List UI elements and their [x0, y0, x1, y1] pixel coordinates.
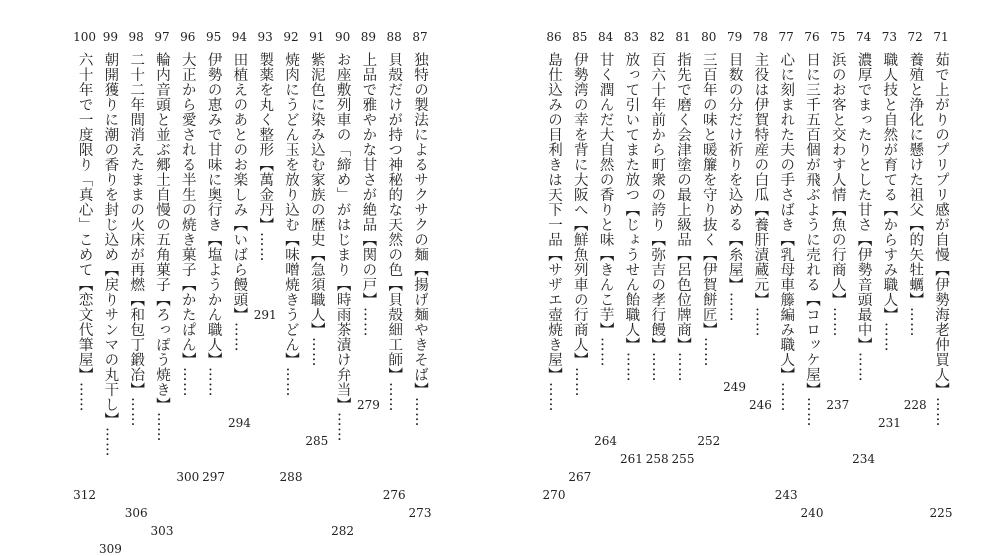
entry-title: 製薬を丸く整形【萬金丹】	[257, 52, 274, 232]
page-number: 249	[723, 380, 747, 394]
entry-title: 朝開獲りに潮の香りを封じ込め【戻りサンマの丸干し】	[102, 52, 119, 427]
page-number: 267	[568, 470, 592, 484]
entry-title: 目数の分だけ祈りを込める【糸屋】	[726, 52, 743, 292]
entry-title-column	[230, 52, 248, 352]
entry-number: 100	[73, 30, 97, 44]
entry-title-column	[179, 52, 197, 397]
entry-title: 茹で上がりのプリプリ感が自慢【伊勢海老仲買人】	[933, 52, 949, 397]
page-number: 228	[903, 398, 927, 412]
entry-number: 98	[128, 30, 144, 44]
entry-number: 95	[205, 30, 222, 44]
leader-dots: ……	[179, 367, 196, 397]
page-number: 225	[929, 506, 953, 520]
entry-title-column	[545, 52, 563, 412]
leader-dots: ……	[623, 352, 640, 382]
page-number: 312	[73, 488, 97, 502]
leader-dots: ……	[675, 352, 691, 382]
entry-title-column	[751, 52, 769, 337]
entry-title: 日に三千五百個が飛ぶように売れる【コロッケ屋】	[804, 52, 820, 397]
leader-dots: ……	[804, 397, 820, 427]
entry-title-column	[829, 52, 847, 337]
entry-title: 上品で雅やかな甘さが絶品【関の戸】	[360, 52, 377, 307]
entry-title: お座敷列車の「締め」がはじまり【時雨茶漬け弁当】	[334, 52, 351, 412]
entry-title-column	[76, 52, 94, 412]
leader-dots: ……	[855, 352, 872, 382]
entry-number: 99	[102, 30, 119, 44]
entry-title-column	[622, 52, 640, 382]
entry-title: 三百年の味と暖簾を守り抜く【伊賀餅匠】	[700, 52, 717, 337]
entry-number: 96	[180, 30, 196, 44]
leader-dots: ……	[907, 307, 924, 337]
entry-number: 92	[283, 30, 299, 44]
entry-number: 74	[855, 30, 872, 44]
entry-number: 97	[154, 30, 170, 44]
entry-title-column	[726, 52, 744, 322]
page-number: 285	[305, 434, 329, 448]
entry-title-column	[411, 52, 429, 427]
entry-number: 89	[360, 30, 377, 44]
entry-number: 71	[933, 30, 949, 44]
entry-title-column	[597, 52, 615, 367]
entry-number: 93	[257, 30, 273, 44]
entry-title: 指先で磨く会津塗の最上級品【呂色位牌商】	[675, 52, 691, 352]
leader-dots: ……	[649, 352, 666, 382]
page-number: 273	[408, 506, 432, 520]
entry-number: 84	[597, 30, 614, 44]
entry-number: 79	[726, 30, 743, 44]
entry-title-column	[334, 52, 352, 442]
page-number: 300	[176, 470, 200, 484]
page-number: 258	[645, 452, 669, 466]
entry-title: 大正から愛される半生の焼き菓子【かたぱん】	[179, 52, 196, 367]
entry-title-column	[282, 52, 300, 397]
entry-number: 76	[804, 30, 820, 44]
page-number: 261	[619, 452, 643, 466]
leader-dots: ……	[308, 337, 325, 367]
entry-title-column	[153, 52, 171, 442]
entry-title: 百六十年前から町衆の誇り【弥吉の孝行饅】	[649, 52, 666, 352]
entry-title: 六十年で一度限り「真心」こめて【恋文代筆屋】	[76, 52, 93, 382]
leader-dots: ……	[283, 367, 299, 397]
entry-title-column	[256, 52, 274, 262]
entry-number: 85	[572, 30, 588, 44]
entry-title: 焼肉にうどん玉を放り込む【味噌焼きうどん】	[283, 52, 299, 367]
page-number: 234	[852, 452, 876, 466]
page-number: 282	[331, 524, 355, 538]
page-number: 264	[594, 434, 618, 448]
page-number: 246	[748, 398, 772, 412]
leader-dots: ……	[933, 397, 949, 427]
entry-number: 87	[412, 30, 428, 44]
entry-title: 甘く潤んだ大自然の香りと味【きんこ芋】	[597, 52, 614, 337]
entry-title: 二十二年間消えたままの火床が再燃【和包丁鍛冶】	[128, 52, 145, 397]
entry-title: 浜のお客と交わす人情【魚の行商人】	[829, 52, 846, 307]
entry-title-column	[777, 52, 795, 412]
entry-title: 紫泥色に染み込む家族の歴史【急須職人】	[308, 52, 325, 337]
entry-number: 82	[649, 30, 665, 44]
entry-title-column	[571, 52, 589, 397]
entry-title: 職人技と自然が育てる【からすみ職人】	[881, 52, 898, 322]
entry-title: 田植えのあとのお楽しみ【いばら饅頭】	[231, 52, 248, 322]
page-number: 231	[877, 416, 901, 430]
page-number: 303	[150, 524, 174, 538]
page-number: 297	[202, 470, 226, 484]
entry-title: 輪内音頭と並ぶ郷土自慢の五角菓子【ろっぽう焼き】	[154, 52, 170, 412]
leader-dots: ……	[546, 382, 562, 412]
page-number: 255	[671, 452, 695, 466]
entry-title-column	[700, 52, 718, 367]
page-number: 237	[826, 398, 850, 412]
entry-number: 94	[231, 30, 248, 44]
leader-dots: ……	[231, 322, 248, 352]
page-number: 288	[279, 470, 303, 484]
leader-dots: ……	[154, 412, 170, 442]
entry-number: 72	[907, 30, 923, 44]
entry-title-column	[359, 52, 377, 337]
page-number: 294	[227, 416, 251, 430]
entry-title-column	[880, 52, 898, 352]
leader-dots: ……	[571, 367, 588, 397]
entry-title-column	[308, 52, 326, 367]
entry-number: 77	[778, 30, 794, 44]
page-number: 309	[98, 542, 122, 556]
leader-dots: ……	[257, 232, 274, 262]
entry-title: 放って引いてまた放つ【じょうせん飴職人】	[623, 52, 640, 352]
entry-title-column	[906, 52, 924, 337]
page-number: 276	[382, 488, 406, 502]
entry-title: 伊勢湾の幸を背に大阪へ【鮮魚列車の行商人】	[571, 52, 588, 367]
leader-dots: ……	[76, 382, 93, 412]
leader-dots: ……	[412, 397, 428, 427]
page-number: 252	[697, 434, 721, 448]
entry-title: 独特の製法によるサクサクの麺【揚げ麺やきそば】	[412, 52, 428, 397]
page-number: 306	[124, 506, 148, 520]
entry-title-column	[932, 52, 950, 427]
entry-number: 73	[881, 30, 898, 44]
entry-title: 伊勢の恵みで甘味に奥行き【塩ようかん職人】	[205, 52, 222, 367]
entry-title-column	[205, 52, 223, 397]
entry-title-column	[385, 52, 403, 412]
entry-number: 86	[546, 30, 562, 44]
entry-title: 心に刻まれた夫の手さばき【乳母車籐編み職人】	[778, 52, 795, 382]
entry-number: 90	[334, 30, 351, 44]
leader-dots: ……	[205, 367, 222, 397]
leader-dots: ……	[881, 322, 898, 352]
entry-title: 濃厚でまったりとした甘さ【伊勢音頭最中】	[855, 52, 872, 352]
entry-title: 島仕込みの目利きは天下一品【サザエ壺焼き屋】	[546, 52, 562, 382]
page-number: 240	[800, 506, 824, 520]
entry-title-column	[855, 52, 873, 382]
leader-dots: ……	[102, 427, 119, 457]
entry-title-column	[674, 52, 692, 382]
entry-number: 78	[752, 30, 769, 44]
entry-number: 83	[623, 30, 640, 44]
page-number: 243	[774, 488, 798, 502]
leader-dots: ……	[829, 307, 846, 337]
entry-number: 88	[386, 30, 402, 44]
leader-dots: ……	[752, 307, 769, 337]
entry-title: 養殖と浄化に懸けた祖父【的矢牡蠣】	[907, 52, 924, 307]
entry-number: 80	[701, 30, 717, 44]
entry-title-column	[127, 52, 145, 427]
entry-number: 81	[675, 30, 691, 44]
entry-title: 主役は伊賀特産の白瓜【養肝漬蔵元】	[752, 52, 769, 307]
leader-dots: ……	[597, 337, 614, 367]
entry-title-column	[803, 52, 821, 427]
entry-number: 91	[309, 30, 325, 44]
leader-dots: ……	[334, 412, 351, 442]
entry-number: 75	[830, 30, 846, 44]
page-number: 291	[253, 308, 277, 322]
page-number: 270	[542, 488, 566, 502]
entry-title-column	[648, 52, 666, 382]
page-number: 279	[356, 398, 380, 412]
leader-dots: ……	[700, 337, 717, 367]
leader-dots: ……	[386, 382, 403, 412]
leader-dots: ……	[778, 382, 795, 412]
leader-dots: ……	[360, 307, 377, 337]
leader-dots: ……	[726, 292, 743, 322]
entry-title-column	[101, 52, 119, 457]
entry-title: 貝殻だけが持つ神秘的な天然の色【貝殻細工師】	[386, 52, 403, 382]
leader-dots: ……	[128, 397, 145, 427]
